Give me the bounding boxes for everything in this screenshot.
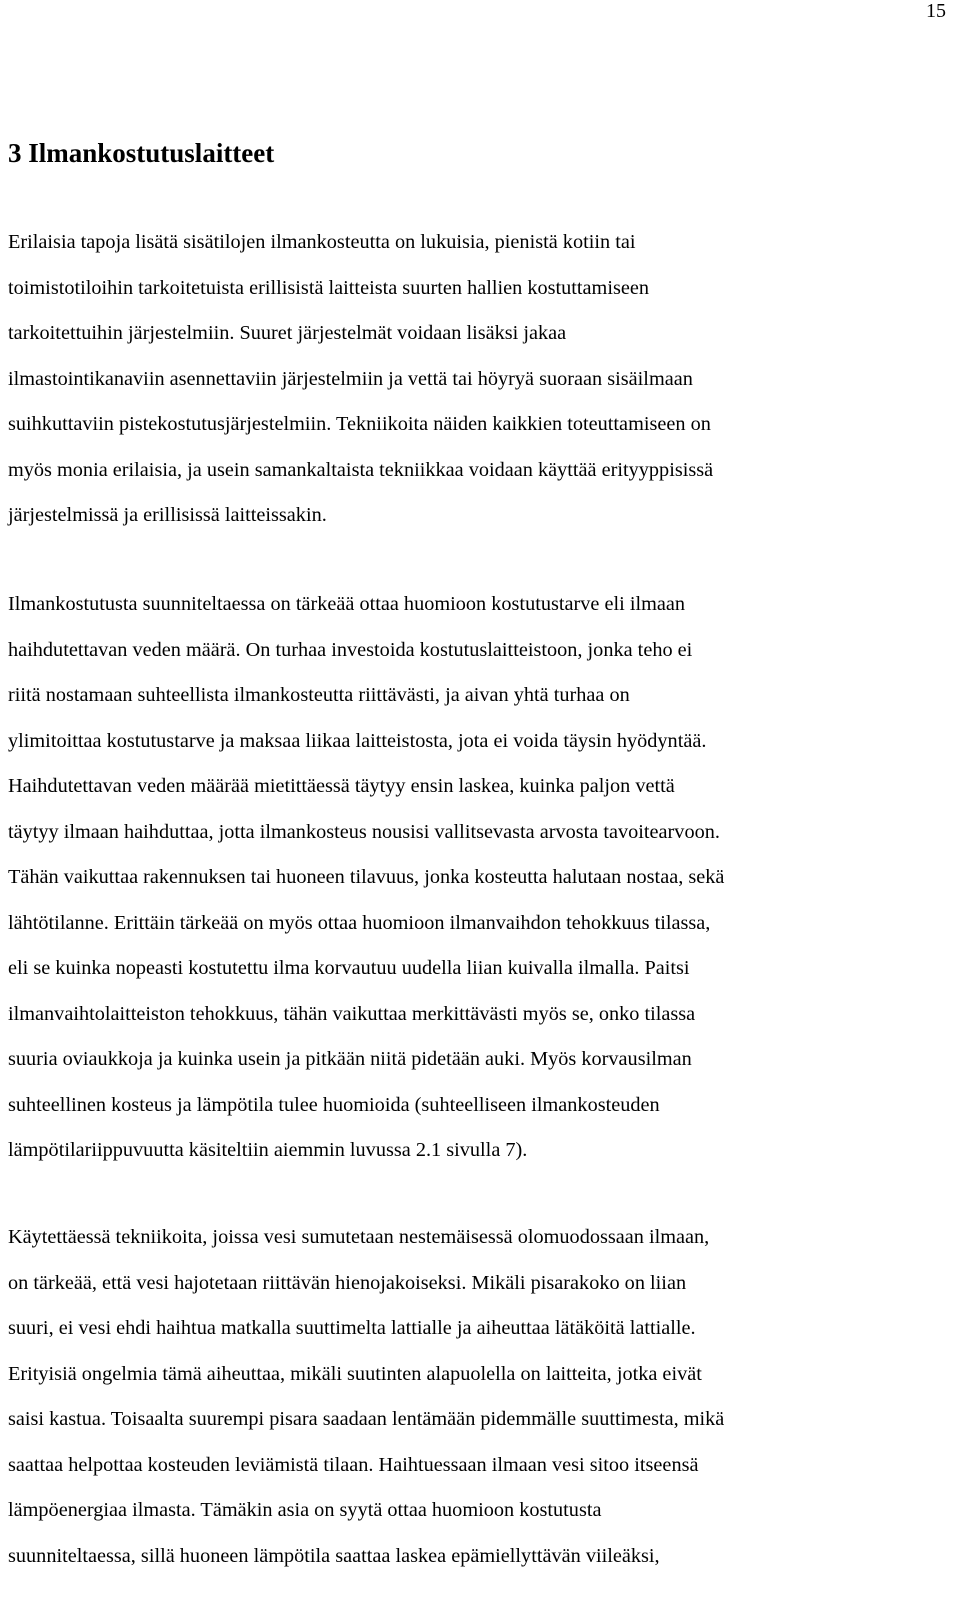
page-number: 15: [926, 0, 946, 22]
section-heading: 3 Ilmankostutuslaitteet: [8, 138, 275, 168]
paragraph-droplet-size: Käytettäessä tekniikoita, joissa vesi sumutetaan nestemäisessä olomuodossaan ilmaan, on tärkeää, että vesi hajotetaan riittävän hienojakoiseksi. Mikäli pisarakoko on liian suuri, ei vesi ehdi haihtua matkalla suuttimelta lattialle ja aiheuttaa lätäköitä lattialle. Erityisiä ongelmia tämä aiheuttaa, mikäli suutinten alapuolella on laitteita, jotka eivät saisi kastua. Toisaalta suurempi pisara saadaan lentämään pidemmälle suuttimesta, mikä saattaa helpottaa kosteuden leviämistä tilaan. Haihtuessaan ilmaan vesi sitoo itseensä lämpöenergiaa ilmasta. Tämäkin asia on syytä ottaa huomioon kostutusta suunniteltaessa, sillä huoneen lämpötila saattaa laskea epämiellyttävän viileäksi,: [8, 1226, 725, 1567]
paragraph-humidification-methods: Erilaisia tapoja lisätä sisätilojen ilmankosteutta on lukuisia, pienistä kotiin tai toimistotiloihin tarkoitetuista erillisistä laitteista suurten hallien kostuttamiseen tarkoitettuihin järjestelmiin. Suuret järjestelmät voidaan lisäksi jakaa ilmastointikanaviin asennettaviin järjestelmiin ja vettä tai höyryä suoraan sisäilmaan suihkuttaviin pistekostutusjärjestelmiin. Tekniikoita näiden kaikkien toteuttamiseen on myös monia erilaisia, ja usein samankaltaista tekniikkaa voidaan käyttää erityyppisissä järjestelmissä ja erillisissä laitteissakin.: [8, 231, 714, 526]
paragraph-humidification-demand: Ilmankostutusta suunniteltaessa on tärkeää ottaa huomioon kostutustarve eli ilmaan haihdutettavan veden määrä. On turhaa investoida kostutuslaitteistoon, jonka teho ei riitä nostamaan suhteellista ilmankosteutta riittävästi, ja aivan yhtä turhaa on ylimitoittaa kostutustarve ja maksaa liikaa laitteistosta, jota ei voida täysin hyödyntää. Haihdutettavan veden määrää mietittäessä täytyy ensin laskea, kuinka paljon vettä täytyy ilmaan haihduttaa, jotta ilmankosteus nousisi vallitsevasta arvosta tavoitearvoon. Tähän vaikuttaa rakennuksen tai huoneen tilavuus, jonka kosteutta halutaan nostaa, sekä lähtötilanne. Erittäin tärkeää on myös ottaa huomioon ilmanvaihdon tehokkuus tilassa, eli se kuinka nopeasti kostutettu ilma korvautuu uudella liian kuivalla ilmalla. Paitsi ilmanvaihtolaitteiston tehokkuus, tähän vaikuttaa merkittävästi myös se, onko tilassa suuria oviaukkoja ja kuinka usein ja pitkään niitä pidetään auki. Myös korvausilman suhteellinen kosteus ja lämpötila tulee huomioida (suhteelliseen ilmankosteuden lämpötilariippuvuutta käsiteltiin aiemmin luvussa 2.1 sivulla 7).: [8, 593, 725, 1161]
